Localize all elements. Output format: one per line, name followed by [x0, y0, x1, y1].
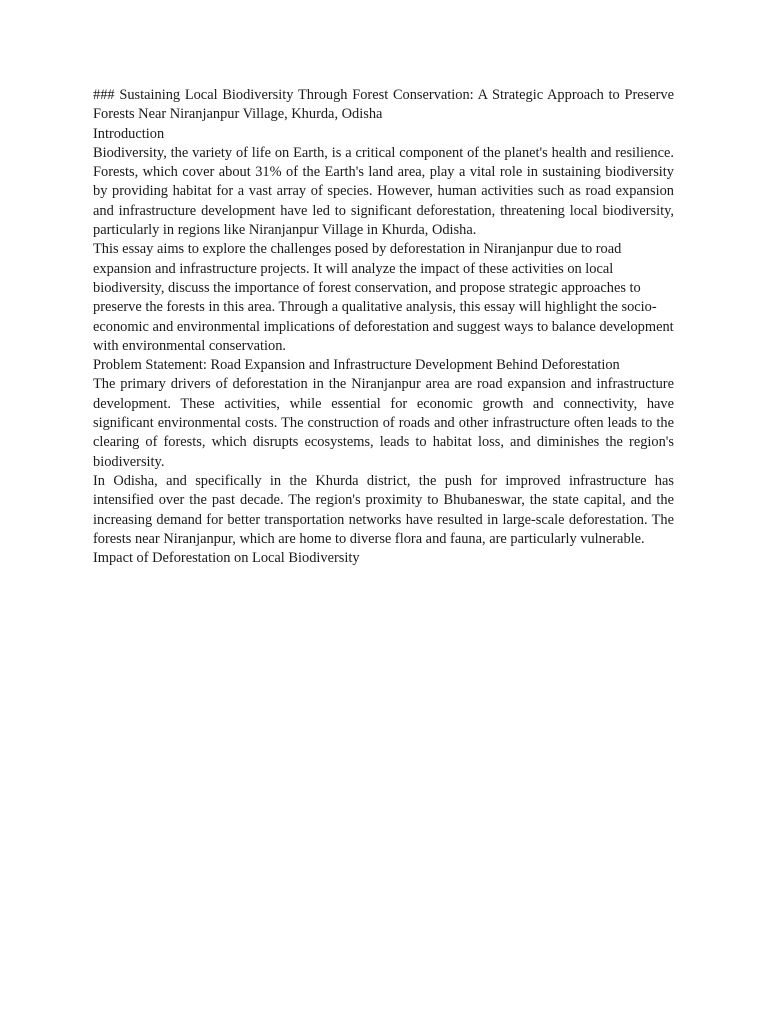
document-title: ### Sustaining Local Biodiversity Through Forest Conservation: A Strategic Approach to Preserve Forests Near Niranjanpur Village, Khurda, Odisha [93, 87, 674, 123]
section-heading-impact: Impact of Deforestation on Local Biodiversity [93, 550, 360, 567]
paragraph-odisha-khurda: In Odisha, and specifically in the Khurda district, the push for improved infrastructure has intensified over the past decade. The region's proximity to Bhubaneswar, the state capital, and the increasing demand for better transportation networks have resulted in large-scale deforestation. The forests near Niranjanpur, which are home to diverse flora and fauna, are particularly vulnerable. [93, 472, 674, 547]
paragraph-biodiversity: Biodiversity, the variety of life on Earth, is a critical component of the planet's health and resilience. Forests, which cover about 31% of the Earth's land area, play a vital role in sustaining biodiversity by providing habitat for a vast array of species. However, human activities such as road expansion and infrastructure development have led to significant deforestation, threatening local biodiversity, particularly in regions like Niranjanpur Village in Khurda, Odisha. [93, 144, 674, 239]
paragraph-essay-aims: This essay aims to explore the challenges posed by deforestation in Niranjanpur due to road expansion and infrastructure projects. It will analyze the impact of these activities on local biodiversity, discuss the importance of forest conservation, and propose strategic approaches to preserve the forests in this area. Through a qualitative analysis, this essay will highlight the socio-economic and environmental implications of deforestation and suggest ways to balance development with environmental conservation. [93, 241, 674, 354]
section-heading-problem-statement: Problem Statement: Road Expansion and Infrastructure Development Behind Deforestation [93, 357, 620, 374]
paragraph-primary-drivers: The primary drivers of deforestation in the Niranjanpur area are road expansion and infrastructure development. These activities, while essential for economic growth and connectivity, have significant environmental costs. The construction of roads and other infrastructure often leads to the clearing of forests, which disrupts ecosystems, leads to habitat loss, and diminishes the region's biodiversity. [93, 376, 674, 470]
section-heading-introduction: Introduction [93, 125, 165, 142]
document-body [93, 86, 674, 568]
